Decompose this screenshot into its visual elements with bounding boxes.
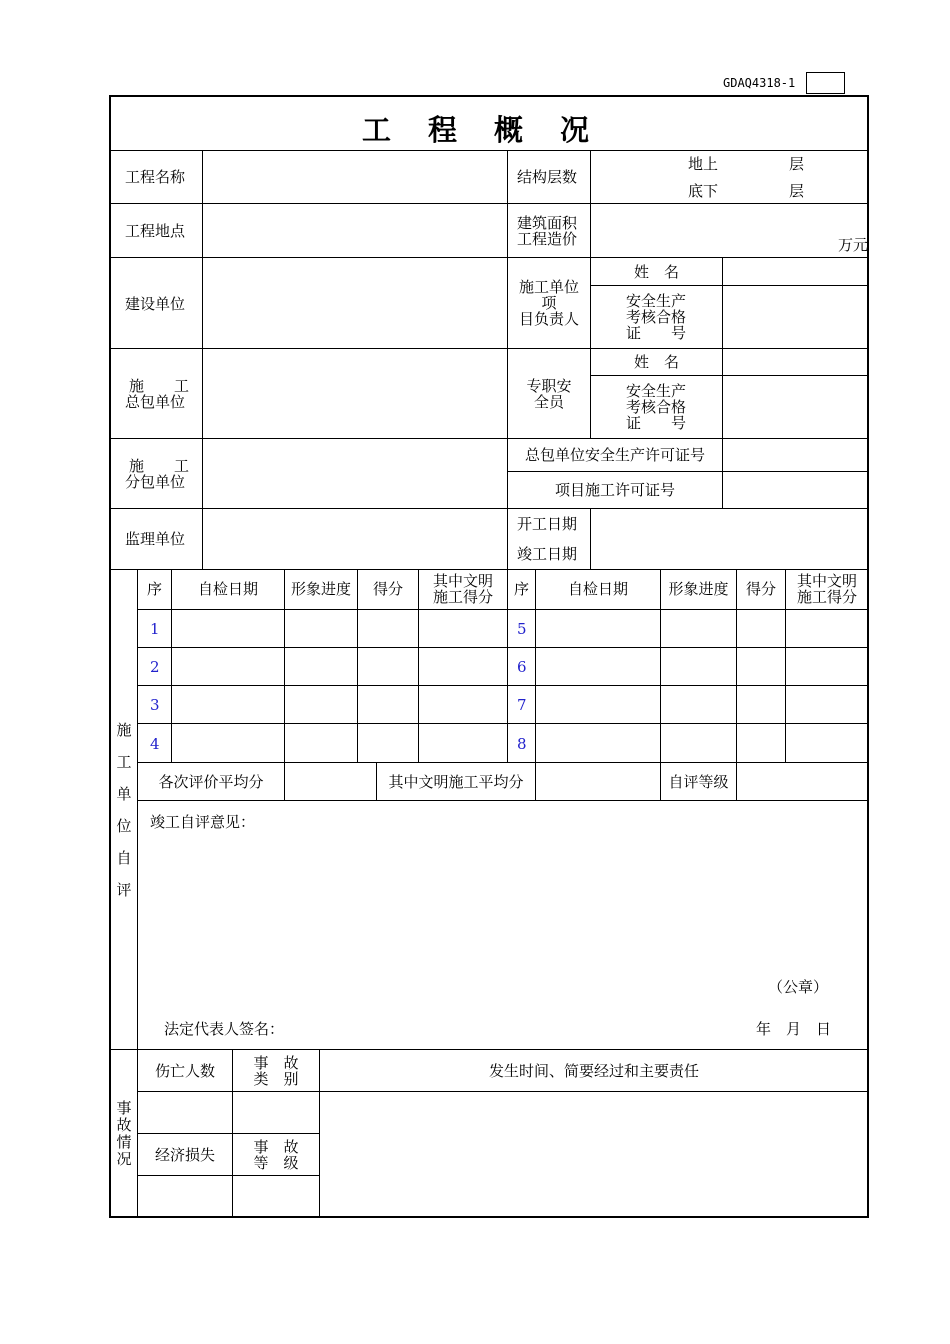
col-header-score: 得分 — [745, 580, 776, 598]
col-header-progress: 形象进度 — [668, 580, 729, 598]
cert-label: 证 号 — [626, 414, 687, 432]
row-number: 7 — [517, 696, 527, 714]
divider — [110, 438, 868, 439]
divider — [722, 257, 723, 438]
row-number: 5 — [517, 620, 527, 638]
divider — [507, 150, 508, 569]
cert-label: 证 号 — [626, 324, 687, 342]
below-ground-label: 底下 — [688, 182, 719, 200]
divider — [137, 569, 138, 1217]
divider — [660, 569, 661, 800]
opinion-label: 竣工自评意见： — [150, 813, 256, 831]
row-number: 4 — [150, 735, 160, 753]
divider — [590, 508, 591, 569]
general-contractor-label: 施 工 — [129, 377, 190, 395]
civ-avg-label: 其中文明施工平均分 — [388, 773, 524, 791]
divider — [590, 375, 868, 376]
cert-label: 考核合格 — [626, 308, 687, 326]
project-cost-label: 工程造价 — [517, 230, 578, 248]
above-ground-label: 地上 — [688, 155, 719, 173]
seal-label: （公章） — [768, 978, 829, 996]
col-header-date: 自检日期 — [567, 580, 628, 598]
col-header-civ: 其中文明 — [796, 572, 857, 590]
divider — [138, 647, 868, 648]
divider — [110, 1049, 868, 1050]
col-header-score: 得分 — [372, 580, 403, 598]
accident-side-label: 事 故 情 况 — [116, 1099, 132, 1168]
divider — [138, 723, 868, 724]
col-header-civ: 施工得分 — [432, 588, 493, 606]
divider — [736, 569, 737, 762]
divider — [110, 257, 868, 258]
divider — [110, 150, 868, 151]
self-grade-label: 自评等级 — [668, 773, 729, 791]
divider — [202, 150, 203, 569]
cost-unit-label: 万元 — [838, 236, 869, 254]
divider — [138, 1091, 868, 1092]
subcontractor-label: 施 工 — [129, 457, 190, 475]
description-label: 发生时间、简要经过和主要责任 — [488, 1062, 699, 1080]
structure-floors-label: 结构层数 — [517, 168, 578, 186]
divider — [110, 508, 868, 509]
cert-label: 安全生产 — [626, 382, 687, 400]
form-code-box — [806, 72, 845, 94]
signature-label: 法定代表人签名： — [164, 1020, 285, 1038]
general-contractor-label: 总包单位 — [125, 393, 186, 411]
divider — [535, 569, 536, 800]
start-date-label: 开工日期 — [517, 515, 578, 533]
avg-score-label: 各次评价平均分 — [158, 773, 264, 791]
divider — [722, 438, 723, 508]
divider — [507, 471, 868, 472]
cert-label: 考核合格 — [626, 398, 687, 416]
divider — [110, 348, 868, 349]
col-header-date: 自检日期 — [197, 580, 258, 598]
accident-grade-label: 事 故 — [253, 1138, 299, 1156]
project-name-label: 工程名称 — [125, 168, 186, 186]
accident-type-label: 类 别 — [253, 1070, 299, 1088]
casualties-label: 伤亡人数 — [154, 1062, 215, 1080]
owner-unit-label: 建设单位 — [125, 295, 186, 313]
row-number: 3 — [150, 696, 160, 714]
accident-type-label: 事 故 — [253, 1054, 299, 1072]
contractor-pm-label: 目负责人 — [518, 310, 579, 328]
divider — [138, 1133, 320, 1134]
col-header-progress: 形象进度 — [290, 580, 351, 598]
accident-grade-label: 等 级 — [253, 1154, 299, 1172]
project-location-label: 工程地点 — [125, 222, 186, 240]
col-header-seq: 序 — [513, 580, 529, 598]
col-header-civ: 施工得分 — [796, 588, 857, 606]
page-title: 工 程 概 况 — [362, 113, 594, 147]
supervision-unit-label: 监理单位 — [125, 530, 186, 548]
divider — [138, 609, 868, 610]
date-label: 年 月 日 — [756, 1020, 832, 1038]
divider — [736, 762, 737, 800]
economic-loss-label: 经济损失 — [154, 1146, 215, 1164]
divider — [507, 569, 508, 762]
completion-date-label: 竣工日期 — [517, 545, 578, 563]
divider — [138, 1175, 320, 1176]
divider — [138, 685, 868, 686]
name-label: 姓 名 — [633, 353, 679, 371]
form-code: GDAQ4318-1 — [723, 76, 796, 90]
subcontractor-label: 分包单位 — [125, 473, 186, 491]
contractor-pm-label: 项 — [541, 294, 557, 312]
divider — [171, 569, 172, 762]
divider — [590, 150, 591, 438]
cert-label: 安全生产 — [626, 292, 687, 310]
row-number: 8 — [517, 735, 527, 753]
row-number: 1 — [150, 620, 160, 638]
safety-officer-label: 全员 — [533, 393, 564, 411]
divider — [357, 569, 358, 762]
divider — [138, 762, 868, 763]
row-number: 6 — [517, 658, 527, 676]
divider — [284, 569, 285, 800]
row-number: 2 — [150, 658, 160, 676]
construction-permit-label: 项目施工许可证号 — [554, 481, 675, 499]
floor-unit-label: 层 — [789, 155, 805, 173]
divider — [138, 800, 868, 801]
divider — [110, 203, 868, 204]
divider — [110, 569, 868, 570]
eval-side-label: 施 工 单 位 自 评 — [116, 721, 132, 899]
col-header-seq: 序 — [146, 580, 162, 598]
contractor-pm-label: 施工单位 — [518, 278, 579, 296]
floor-unit-label: 层 — [789, 182, 805, 200]
divider — [590, 285, 868, 286]
building-area-label: 建筑面积 — [517, 214, 578, 232]
col-header-civ: 其中文明 — [432, 572, 493, 590]
general-license-label: 总包单位安全生产许可证号 — [524, 446, 705, 464]
safety-officer-label: 专职安 — [526, 377, 572, 395]
name-label: 姓 名 — [633, 263, 679, 281]
